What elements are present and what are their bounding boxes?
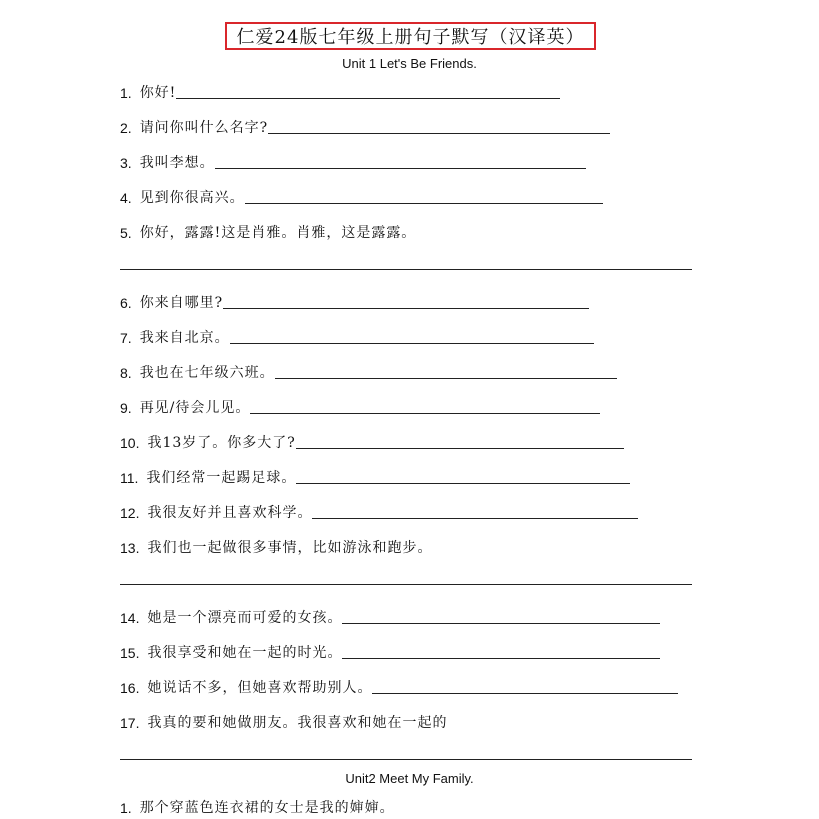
chinese-prompt: 你好!: [139, 85, 177, 101]
item-number: 4.: [120, 190, 132, 206]
answer-blank[interactable]: [275, 361, 617, 379]
chinese-prompt: 见到你很高兴。: [139, 190, 245, 206]
answer-blank[interactable]: [372, 676, 678, 694]
sentence-item: [120, 325, 594, 347]
answer-blank[interactable]: [342, 641, 660, 659]
item-number: 2.: [120, 120, 132, 136]
chinese-prompt: 我很友好并且喜欢科学。: [147, 505, 313, 521]
chinese-prompt: 你好，露露!这是肖雅。肖雅，这是露露。: [139, 225, 417, 241]
page-title: 仁爱24版七年级上册句子默写（汉译英）: [225, 22, 596, 50]
sentence-item: [120, 220, 416, 242]
sentence-item: [120, 465, 630, 487]
answer-blank[interactable]: [250, 396, 600, 414]
chinese-prompt: 我真的要和她做朋友。我很喜欢和她在一起的: [147, 715, 448, 731]
item-number: 13.: [120, 540, 140, 556]
chinese-prompt: 我叫李想。: [139, 155, 215, 171]
item-number: 9.: [120, 400, 132, 416]
sentence-item: [120, 185, 603, 207]
answer-line[interactable]: [120, 759, 692, 760]
answer-line[interactable]: [120, 269, 692, 270]
answer-blank[interactable]: [268, 116, 610, 134]
answer-blank[interactable]: [176, 81, 560, 99]
item-number: 12.: [120, 505, 140, 521]
item-number: 10.: [120, 435, 140, 451]
item-number: 16.: [120, 680, 140, 696]
chinese-prompt: 我也在七年级六班。: [139, 365, 275, 381]
answer-blank[interactable]: [342, 606, 660, 624]
answer-blank[interactable]: [215, 151, 586, 169]
answer-blank[interactable]: [296, 466, 630, 484]
chinese-prompt: 她是一个漂亮而可爱的女孩。: [147, 610, 343, 626]
answer-blank[interactable]: [245, 186, 603, 204]
answer-blank[interactable]: [223, 291, 589, 309]
item-number: 6.: [120, 295, 132, 311]
sentence-item: [120, 290, 589, 312]
item-number: 1.: [120, 800, 132, 816]
sentence-item: [120, 360, 617, 382]
chinese-prompt: 我来自北京。: [139, 330, 230, 346]
sentence-item: [120, 535, 432, 557]
sentence-item: [120, 430, 624, 452]
answer-blank[interactable]: [312, 501, 638, 519]
sentence-item: [120, 640, 660, 662]
sentence-item: [120, 115, 610, 137]
sentence-item: [120, 795, 395, 817]
sentence-item: [120, 675, 678, 697]
item-number: 8.: [120, 365, 132, 381]
item-number: 14.: [120, 610, 140, 626]
sentence-item: [120, 395, 600, 417]
unit-2-heading: Unit2 Meet My Family.: [345, 771, 474, 786]
answer-blank[interactable]: [296, 431, 624, 449]
chinese-prompt: 那个穿蓝色连衣裙的女士是我的婶婶。: [139, 800, 395, 816]
item-number: 3.: [120, 155, 132, 171]
chinese-prompt: 再见/待会儿见。: [139, 400, 251, 416]
item-number: 5.: [120, 225, 132, 241]
sentence-item: [120, 500, 638, 522]
chinese-prompt: 请问你叫什么名字?: [139, 120, 269, 136]
unit-1-heading: Unit 1 Let's Be Friends.: [342, 56, 477, 71]
item-number: 11.: [120, 470, 139, 486]
answer-blank[interactable]: [230, 326, 594, 344]
chinese-prompt: 我13岁了。你多大了?: [147, 435, 296, 451]
item-number: 15.: [120, 645, 140, 661]
answer-line[interactable]: [120, 584, 692, 585]
sentence-item: [120, 80, 560, 102]
chinese-prompt: 我们也一起做很多事情，比如游泳和跑步。: [147, 540, 433, 556]
chinese-prompt: 她说话不多，但她喜欢帮助别人。: [147, 680, 373, 696]
sentence-item: [120, 605, 660, 627]
item-number: 7.: [120, 330, 132, 346]
chinese-prompt: 我们经常一起踢足球。: [146, 470, 297, 486]
chinese-prompt: 我很享受和她在一起的时光。: [147, 645, 343, 661]
item-number: 17.: [120, 715, 140, 731]
chinese-prompt: 你来自哪里?: [139, 295, 224, 311]
sentence-item: [120, 710, 447, 732]
item-number: 1.: [120, 85, 132, 101]
sentence-item: [120, 150, 586, 172]
